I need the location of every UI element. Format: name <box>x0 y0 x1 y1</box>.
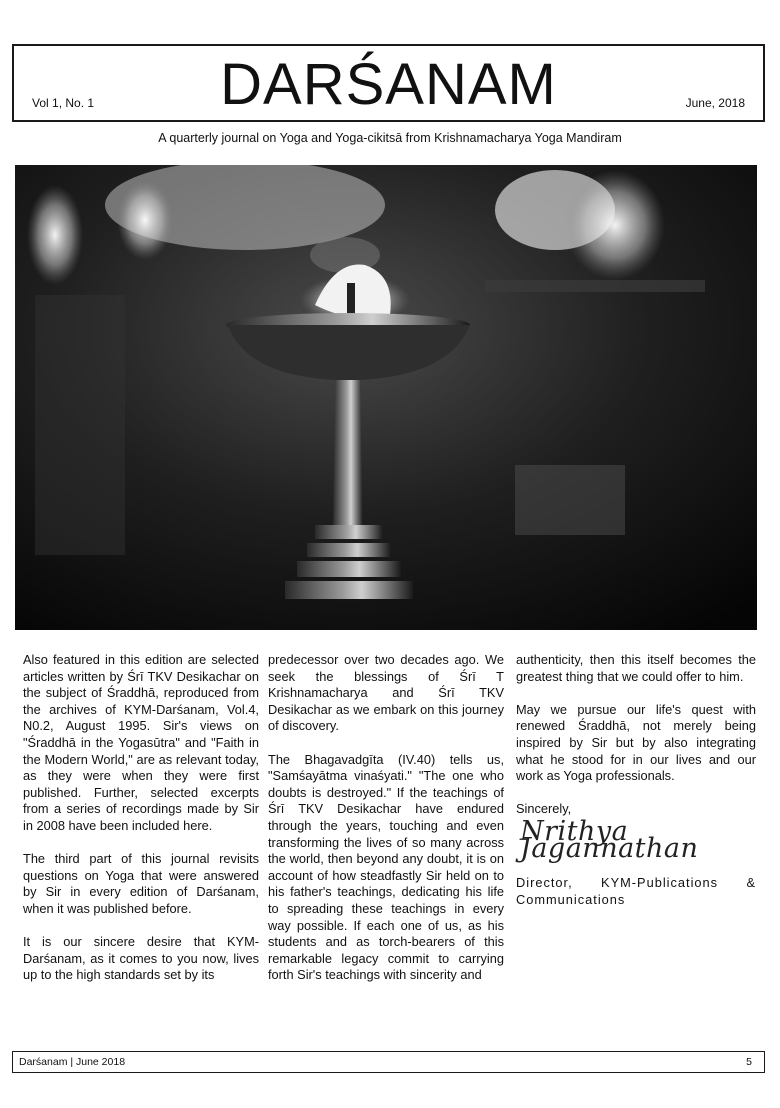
paragraph: May we pursue our life's quest with renewed Śraddhā, not merely being inspired by Sir but by also integrating what he stood for in our lives and our work as Yoga professionals. <box>516 701 756 784</box>
issue-date: June, 2018 <box>685 96 745 110</box>
closing: Sincerely, <box>516 801 572 817</box>
masthead <box>12 44 765 122</box>
signatory-role: Director, KYM-Publications & Communications <box>516 875 756 907</box>
signature: Nrithya Jagannathan <box>520 815 699 864</box>
column-3 <box>516 652 756 925</box>
oil-lamp-photo <box>15 165 757 630</box>
paragraph: predecessor over two decades ago. We seek the blessings of Śrī T Krishnamacharya and Śrī TKV Desikachar as we embark on this journey of discovery. <box>268 652 504 734</box>
paragraph: authenticity, then this itself becomes the greatest thing that we could offer to him. <box>516 652 756 684</box>
column-2 <box>268 652 504 1000</box>
paragraph: The Bhagavadgīta (IV.40) tells us, "Samśayātma vinaśyati." "The one who doubts is destroyed." If the teachings of Śrī TKV Desikachar have endured through the years, touching and even transforming the lives of so many across the world, then beyond any doubt, it is on account of how steadfastly Sir held on to his father's teachings, dedicating his life to spreading these teachings in every way possible. If each one of us, as his students and as torch-bearers of this remarkable legacy commit to carrying forth Sir's teachings with sincerity and <box>268 751 504 983</box>
paragraph: The third part of this journal revisits questions on Yoga that were answered by Sir in every edition of Darśanam, when it was published before. <box>23 851 259 916</box>
paragraph: It is our sincere desire that KYM-Darśanam, as it comes to you now, lives up to the high standards set by its <box>23 934 259 983</box>
tagline: A quarterly journal on Yoga and Yoga-cikitsā from Krishnamacharya Yoga Mandiram <box>158 131 622 145</box>
oil-lamp-icon <box>15 165 757 630</box>
page-number: 5 <box>746 1056 752 1068</box>
volume-label: Vol 1, No. 1 <box>32 96 95 110</box>
footer-journal: Darśanam | June 2018 <box>19 1056 126 1068</box>
paragraph: Also featured in this edition are selected articles written by Śrī TKV Desikachar on the subject of Śraddhā, reproduced from the archives of KYM-Darśanam, Vol.4, N0.2, August 1995. Sir's views on "Śraddhā in the Yogasūtra" and "Faith in the Modern World," are as relevant today, as they were when they were first published. Further, selected excerpts from a series of recordings made by Sir in 2008 have been included here. <box>23 652 259 833</box>
column-1 <box>23 652 259 1000</box>
footer <box>12 1051 765 1073</box>
journal-title: DARŚANAM <box>220 52 557 117</box>
